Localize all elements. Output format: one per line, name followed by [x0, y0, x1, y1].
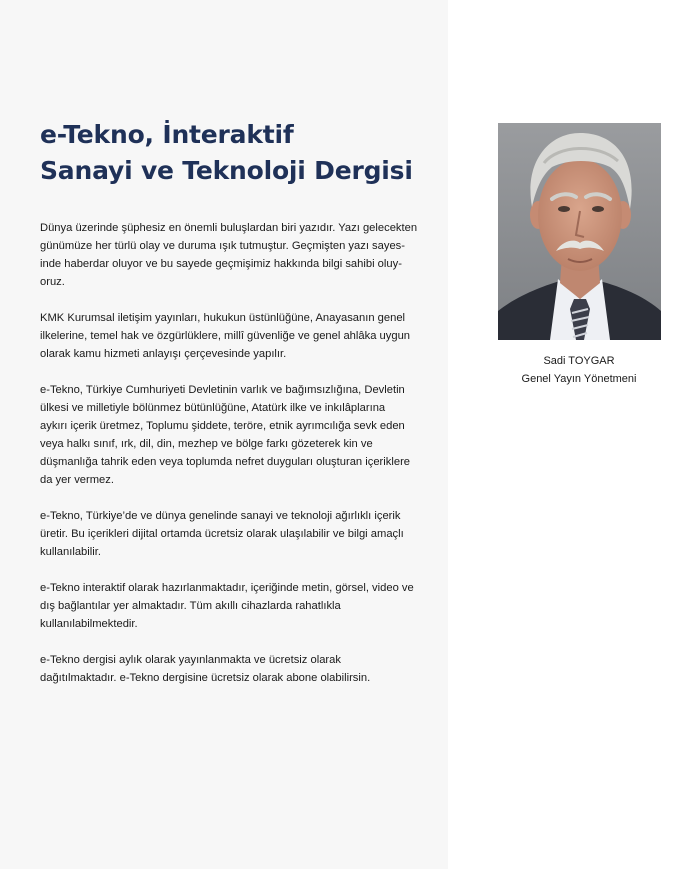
text-line: ülkesi ve milletiyle bölünmez bütünlüğüne, Atatürk ilke ve inkılâplarına	[40, 402, 386, 414]
text-line: ilkelerine, temel hak ve özgürlüklere, millî güvenliğe ve genel ahlâka uygun	[40, 330, 411, 342]
paragraph-2	[40, 309, 420, 363]
text-line: e-Tekno interaktif olarak hazırlanmaktadır, içeriğinde metin, görsel, video ve	[40, 582, 414, 594]
text-line: kullanılabilmektedir.	[40, 618, 138, 630]
text-line: düşmanlığa tahrik eden veya toplumda nefret duyguları oluşturan içeriklere	[40, 456, 411, 468]
paragraph-1	[40, 219, 420, 291]
photo-caption	[470, 352, 688, 388]
paragraph-6	[40, 651, 420, 687]
text-line: olarak kamu hizmeti anlayışı çerçevesinde yapılır.	[40, 348, 287, 360]
paragraph-4	[40, 507, 420, 561]
text-line: Dünya üzerinde şüphesiz en önemli buluşlardan biri yazıdır. Yazı gelecekten	[40, 222, 418, 234]
text-line: dağıtılmaktadır. e-Tekno dergisine ücretsiz olarak abone olabilirsin.	[40, 672, 371, 684]
editor-photo	[498, 123, 661, 340]
text-line: e-Tekno, Türkiye Cumhuriyeti Devletinin varlık ve bağımsızlığına, Devletin	[40, 384, 405, 396]
text-line: oruz.	[40, 276, 65, 288]
text-line: inde haberdar oluyor ve bu sayede geçmişimiz hakkında bilgi sahibi oluy-	[40, 258, 402, 270]
page-title	[40, 117, 440, 189]
editor-name: Sadi TOYGAR	[543, 355, 615, 367]
text-line: e-Tekno dergisi aylık olarak yayınlanmakta ve ücretsiz olarak	[40, 654, 341, 666]
text-line: aykırı içerik üretmez, Toplumu şiddete, teröre, etnik ayrımcılığa sevk eden	[40, 420, 405, 432]
portrait-image	[498, 123, 661, 340]
text-line: dış bağlantılar yer almaktadır. Tüm akıllı cihazlarda rahatlıkla	[40, 600, 341, 612]
text-line: e-Tekno, Türkiye’de ve dünya genelinde sanayi ve teknoloji ağırlıklı içerik	[40, 510, 401, 522]
text-line: KMK Kurumsal iletişim yayınları, hukukun üstünlüğüne, Anayasanın genel	[40, 312, 406, 324]
text-line: kullanılabilir.	[40, 546, 101, 558]
text-line: günümüze her türlü olay ve duruma ışık tutmuştur. Geçmişten yazı sayes-	[40, 240, 405, 252]
title-line-1: e-Tekno, İnteraktif	[40, 120, 294, 149]
paragraph-5	[40, 579, 420, 633]
text-line: veya halkı sınıf, ırk, dil, din, mezhep ve bölge farkı gözeterek kin ve	[40, 438, 373, 450]
body-text	[40, 219, 420, 705]
paragraph-3	[40, 381, 420, 489]
text-line: da yer vermez.	[40, 474, 114, 486]
editor-role: Genel Yayın Yönetmeni	[521, 373, 637, 385]
text-line: üretir. Bu içerikleri dijital ortamda ücretsiz olarak ulaşılabilir ve bilgi amaçlı	[40, 528, 404, 540]
title-line-2: Sanayi ve Teknoloji Dergisi	[40, 156, 413, 185]
